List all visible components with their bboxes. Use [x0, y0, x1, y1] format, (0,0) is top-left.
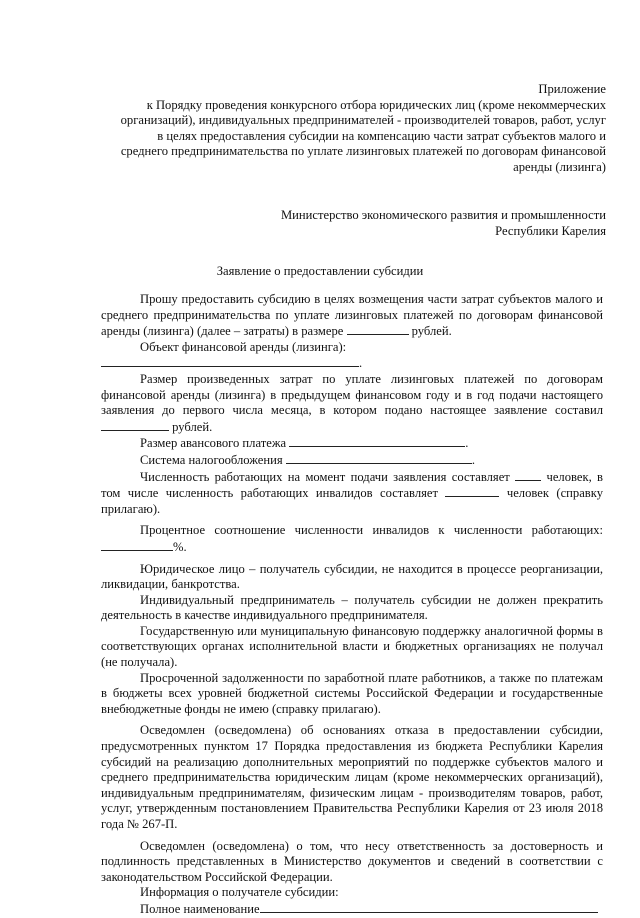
ratio-blank[interactable] [101, 539, 173, 551]
paragraph-legal-entity: Юридическое лицо – получатель субсидии, не находится в процессе реорганизации, ликвидации, банкротства. [101, 561, 603, 592]
paragraph-full-name: Полное наименование [101, 901, 603, 918]
leasing-object-blank[interactable] [101, 355, 359, 367]
paragraph-state-support: Государственную или муниципальную финансовую поддержку аналогичной формы в соответствующих органах исполнительной власти и бюджетных организациях не получал (не получала). [101, 623, 603, 670]
amount-blank[interactable] [347, 323, 409, 335]
paragraph-entrepreneur: Индивидуальный предприниматель – получатель субсидии не должен прекратить деятельность в качестве индивидуального предпринимателя. [101, 592, 603, 623]
paragraph-advance-payment: Размер авансового платежа . [140, 436, 469, 451]
recipient-region: Республики Карелия [495, 223, 606, 238]
appendix-line: организаций), индивидуальных предпринимателей - производителей товаров, работ, услуг [120, 113, 606, 128]
paragraph-leasing-object: Объект финансовой аренды (лизинга): . [101, 340, 603, 372]
employees-count-blank[interactable] [515, 469, 541, 481]
recipient-name: Министерство экономического развития и промышленности [280, 208, 606, 222]
paragraph-employees: Численность работающих на момент подачи заявления составляет человек, в том числе численность работающих инвалидов составляет человек (справку прилагаю). [101, 469, 603, 516]
paragraph-costs: Размер произведенных затрат по уплате лизинговых платежей по договорам финансовой аренды (лизинга) в предыдущем финансовом году и в год подачи настоящего заявления до первого числа месяца, в котором подано настоящее заявление составил рублей. [101, 371, 603, 434]
appendix-line: среднего предпринимательства по уплате лизинговых платежей по договорам финансовой [120, 144, 606, 159]
disabled-employees-blank[interactable] [445, 485, 499, 497]
paragraph-tax-system: Система налогообложения . [140, 452, 475, 467]
appendix-line: в целях предоставления субсидии на компенсацию части затрат субъектов малого и [157, 128, 606, 143]
statement-body [101, 292, 603, 918]
appendix-header [86, 82, 606, 176]
full-name-blank[interactable] [260, 901, 598, 913]
advance-payment-blank[interactable] [289, 435, 465, 447]
paragraph-recipient-info: Информация о получателе субсидии: [140, 885, 339, 900]
appendix-line: к Порядку проведения конкурсного отбора юридических лиц (кроме некоммерческих [146, 97, 606, 112]
paragraph-disabled-ratio: Процентное соотношение численности инвалидов к численности работающих: %. [101, 523, 603, 555]
document-title: Заявление о предоставлении субсидии [216, 264, 424, 278]
costs-blank[interactable] [101, 419, 169, 431]
tax-system-blank[interactable] [286, 452, 472, 464]
appendix-title: Приложение [538, 82, 606, 96]
paragraph-subsidy-request: Прошу предоставить субсидию в целях возмещения части затрат субъектов малого и среднего предпринимательства по уплате лизинговых платежей по договорам финансовой аренды (лизинга) (далее – затраты) в размере рублей. [101, 292, 603, 339]
appendix-line: аренды (лизинга) [513, 159, 606, 174]
paragraph-refusal-grounds: Осведомлен (осведомлена) об основаниях отказа в предоставлении субсидии, предусмотренных пунктом 17 Порядка предоставления из бюджета Республики Карелия субсидий на реализацию дополнительных мероприятий по поддержке субъектов малого и среднего предпринимательства юридическим лицам (кроме некоммерческих организаций), индивидуальным предпринимателям, физическим лицам - производителям товаров, работ, услуг, утвержденным постановлением Правительства Республики Карелия от 23 июля 2018 года № 267-П. [101, 723, 603, 831]
paragraph-responsibility: Осведомлен (осведомлена) о том, что несу ответственность за достоверность и подлинность представленных в Министерство документов и сведений в соответствии с законодательством Российской Федерации. [101, 838, 603, 884]
paragraph-debts: Просроченной задолженности по заработной плате работников, а также по платежам в бюджеты всех уровней бюджетной системы Российской Федерации и государственные внебюджетные фонды не имею (справку прилагаю). [101, 670, 603, 716]
recipient-block [206, 208, 606, 239]
